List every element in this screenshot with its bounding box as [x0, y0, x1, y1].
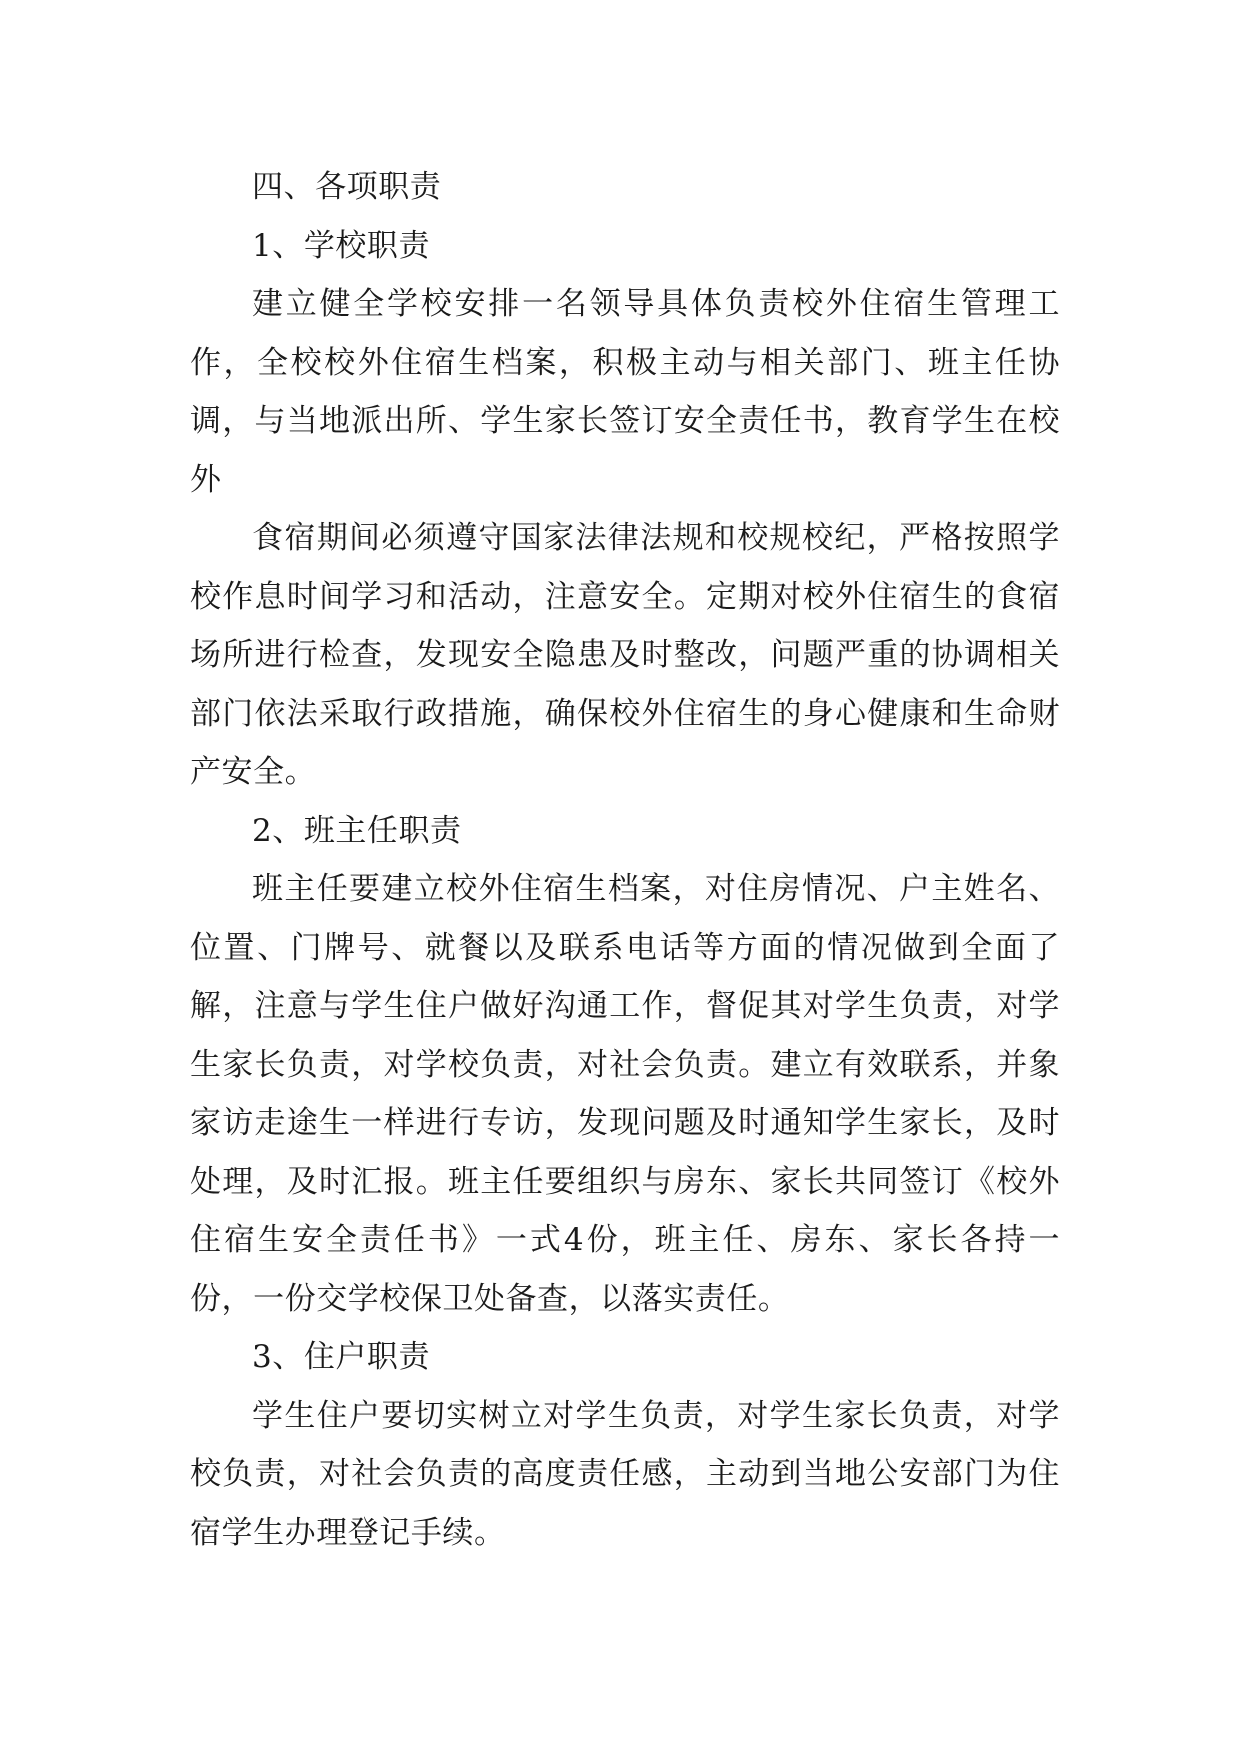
section-1-paragraph-1: 建立健全学校安排一名领导具体负责校外住宿生管理工作，全校校外住宿生档案，积极主动与相关部门、班主任协调，与当地派出所、学生家长签订安全责任书，教育学生在校外 — [190, 286, 1060, 498]
section-2-title: 2、班主任职责 — [252, 812, 462, 849]
section-1-paragraph-2: 食宿期间必须遵守国家法律法规和校规校纪，严格按照学校作息时间学习和活动，注意安全。定期对校外住宿生的食宿场所进行检查，发现安全隐患及时整改，问题严重的协调相关部门依法采取行政措施，确保校外住宿生的身心健康和生命财产安全。 — [190, 520, 1060, 790]
section-2-paragraph-1: 班主任要建立校外住宿生档案，对住房情况、户主姓名、位置、门牌号、就餐以及联系电话等方面的情况做到全面了解，注意与学生住户做好沟通工作，督促其对学生负责，对学生家长负责，对学校负责，对社会负责。建立有效联系，并象家访走途生一样进行专访，发现问题及时通知学生家长，及时处理，及时汇报。班主任要组织与房东、家长共同签订《校外住宿生安全责任书》一式4份，班主任、房东、家长各持一份，一份交学校保卫处备查，以落实责任。 — [190, 871, 1060, 1317]
section-1-title: 1、学校职责 — [252, 227, 431, 264]
main-heading: 四、各项职责 — [252, 169, 442, 205]
section-3-paragraph-1: 学生住户要切实树立对学生负责，对学生家长负责，对学校负责，对社会负责的高度责任感，主动到当地公安部门为住宿学生办理登记手续。 — [190, 1397, 1060, 1551]
document-body — [190, 158, 1060, 1562]
section-3-title: 3、住户职责 — [252, 1339, 431, 1375]
